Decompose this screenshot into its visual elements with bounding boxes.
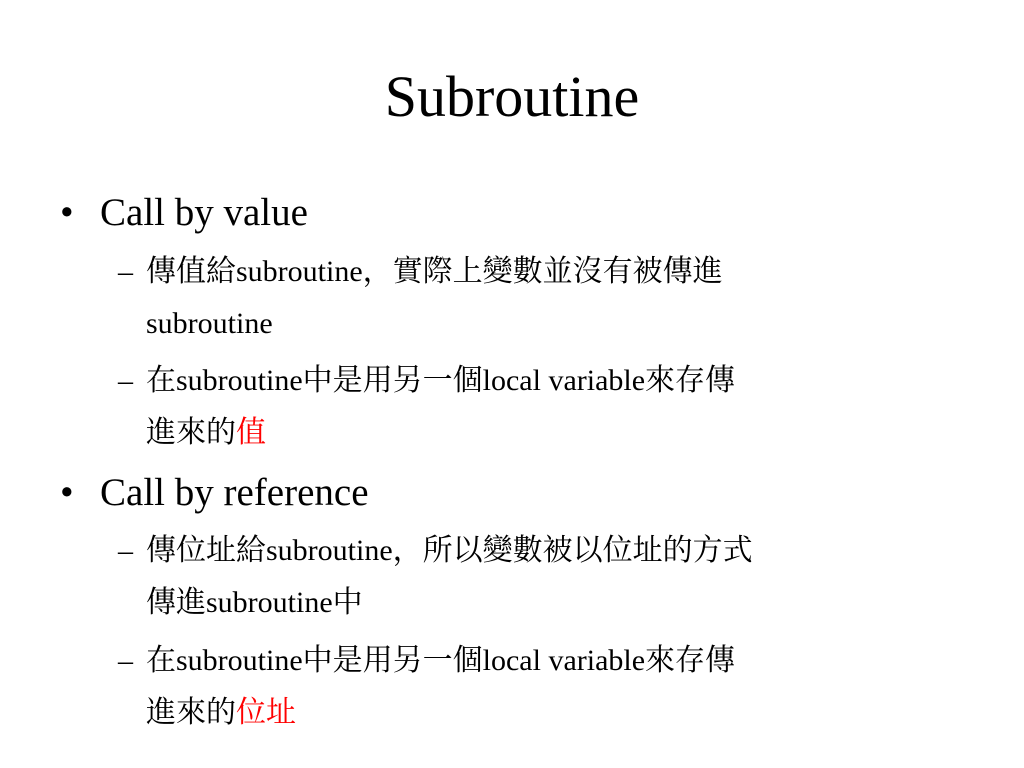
- sub-bullet-text: 進來的: [146, 696, 236, 729]
- bullet-text: Call by reference: [100, 471, 369, 514]
- dash-icon: –: [118, 534, 133, 567]
- sub-bullet: [60, 355, 946, 459]
- dash-icon: –: [118, 644, 133, 677]
- sub-bullet: [60, 525, 946, 629]
- bullet-text: Call by value: [100, 191, 308, 234]
- sub-bullet-line: 在subroutine中是用另一個local variable來存傳: [146, 644, 736, 677]
- sub-bullet-line: [146, 687, 946, 739]
- bullet-call-by-reference: [60, 470, 369, 516]
- sub-bullet-line: [146, 577, 946, 629]
- bullet-call-by-value: [60, 190, 308, 236]
- sub-bullet: [60, 246, 946, 350]
- dash-icon: –: [118, 255, 133, 288]
- sub-bullet-line: 傳位址給subroutine，所以變數被以位址的方式: [146, 534, 753, 567]
- sub-bullet-text: 傳進subroutine中: [146, 586, 363, 619]
- sub-bullet-line: 在subroutine中是用另一個local variable來存傳: [146, 364, 736, 397]
- sub-bullet-line: [146, 298, 946, 350]
- slide-title: Subroutine: [384, 64, 640, 129]
- sub-bullet-text: subroutine: [146, 307, 273, 340]
- sub-bullet-line: 傳值給subroutine，實際上變數並沒有被傳進: [146, 255, 723, 288]
- bullet-dot-icon: •: [60, 471, 74, 514]
- sub-bullet-line: [146, 407, 946, 459]
- highlight-text: 值: [236, 416, 266, 449]
- bullet-dot-icon: •: [60, 191, 74, 234]
- sub-bullet: [60, 635, 946, 739]
- dash-icon: –: [118, 364, 133, 397]
- highlight-text: 位址: [236, 696, 296, 729]
- sub-bullet-text: 進來的: [146, 416, 236, 449]
